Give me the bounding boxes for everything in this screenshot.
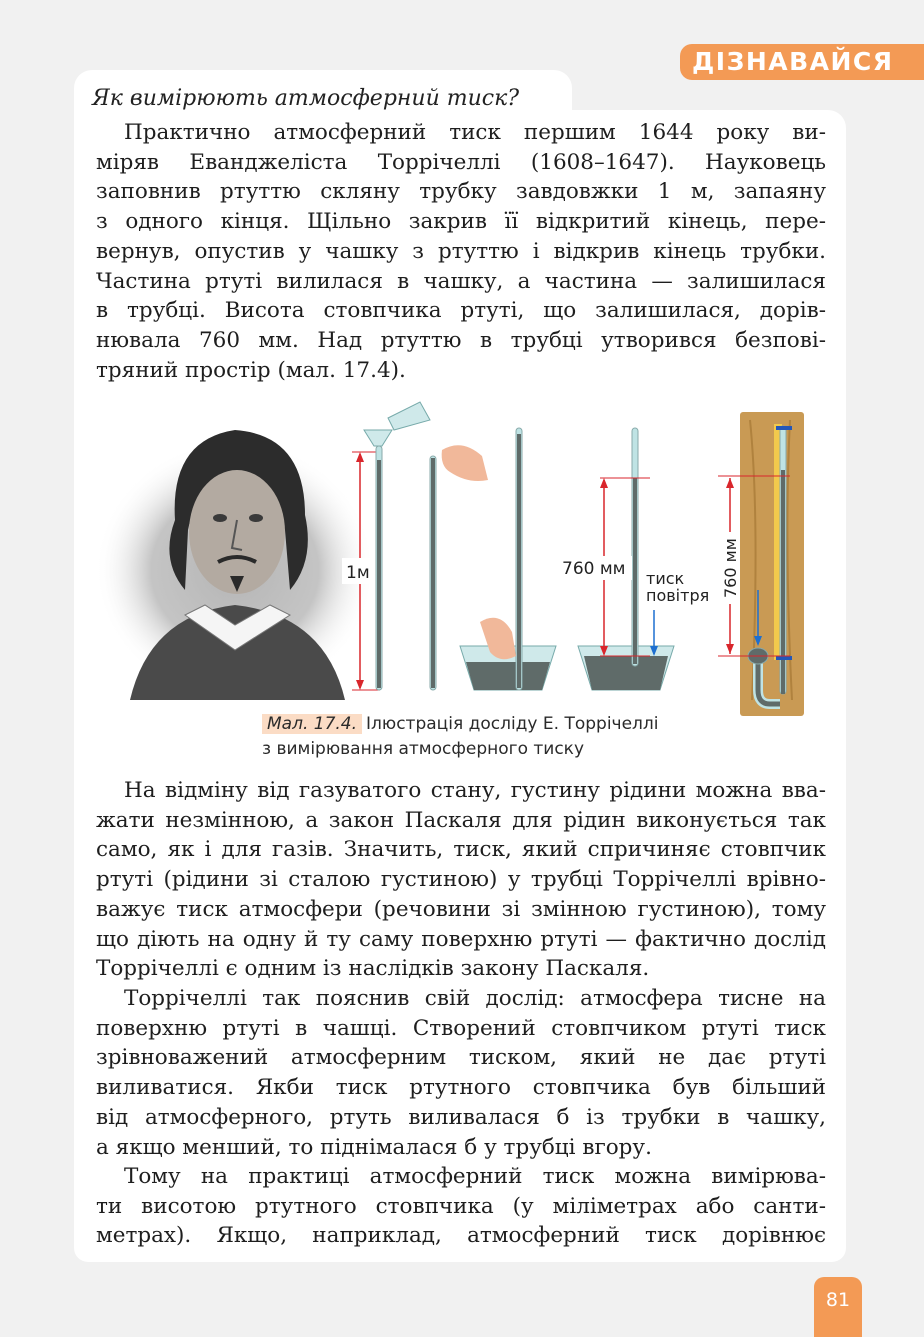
- text-line: На відміну від газуватого стану, густину рідини можна вва-: [124, 778, 826, 803]
- question-title: Як вимірюють атмосферний тиск?: [92, 86, 520, 111]
- text-line: а якщо менший, то піднімалася б у трубці вгору.: [96, 1134, 652, 1160]
- text-line: в трубці. Висота стовпчика ртуті, що залишилася, дорів-: [96, 298, 826, 324]
- text-line: Практично атмосферний тиск першим 1644 року ви-: [124, 120, 826, 145]
- text-line: ртуті (рідини зі сталою густиною) у трубці Торрічеллі врівно-: [96, 867, 826, 893]
- figure-caption: [262, 712, 742, 762]
- caption-label: Мал. 17.4.: [262, 714, 362, 734]
- text-line: тряний простір (мал. 17.4).: [96, 357, 406, 383]
- text-line: заповнив ртуттю скляну трубку завдовжки 1 м, запаяну: [96, 179, 826, 205]
- text-line: з одного кінця. Щільно закрив її відкритий кінець, пере-: [96, 209, 826, 235]
- text-line: від атмосферного, ртуть виливалася б із трубки в чашку,: [96, 1104, 826, 1130]
- label-air-pressure-1: тиск: [646, 569, 685, 588]
- caption-line-2: з вимірювання атмосферного тиску: [262, 739, 585, 759]
- portrait-torricelli: [95, 430, 375, 700]
- section-badge: ДІЗНАВАЙСЯ: [680, 44, 924, 80]
- label-760mm: 760 мм: [562, 559, 626, 579]
- paragraph-1: [96, 118, 826, 385]
- label-air-pressure-2: повітря: [646, 586, 710, 605]
- paragraph-4: [96, 1162, 826, 1251]
- text-line: Частина ртуті вилилася в чашку, а частина — залишилася: [96, 268, 826, 294]
- page-number: 81: [814, 1277, 862, 1337]
- text-line: що діють на одну й ту саму поверхню ртуті — фактично дослід: [96, 926, 826, 952]
- text-line: вернув, опустив у чашку з ртуттю і відкрив кінець трубки.: [96, 238, 826, 264]
- text-line: метрах). Якщо, наприклад, атмосферний тиск дорівнює: [96, 1223, 826, 1249]
- paragraph-3: [96, 984, 826, 1162]
- text-line: виливатися. Якби тиск ртутного стовпчика був більший: [96, 1075, 826, 1101]
- text-line: жати незмінною, а закон Паскаля для рідин виконується так: [96, 807, 826, 833]
- text-line: ти висотою ртутного стовпчика (у міліметрах або санти-: [96, 1193, 826, 1219]
- caption-line-1: Ілюстрація досліду Е. Торрічеллі: [366, 714, 659, 734]
- text-line: нювала 760 мм. Над ртуттю в трубці утворився безпові-: [96, 327, 826, 353]
- text-line: поверхню ртуті в чашці. Створений стовпчиком ртуті тиск: [96, 1015, 826, 1041]
- text-line: міряв Еванджеліста Торрічеллі (1608–1647). Науковець: [96, 149, 826, 175]
- text-line: Тому на практиці атмосферний тиск можна вимірюва-: [124, 1164, 826, 1189]
- paragraph-2: [96, 776, 826, 984]
- text-line: зрівноважений атмосферним тиском, який не дає ртуті: [96, 1045, 826, 1071]
- text-line: Торрічеллі так пояснив свій дослід: атмосфера тисне на: [124, 986, 826, 1011]
- torricelli-figure: [90, 400, 820, 730]
- text-line: важує тиск атмосфери (речовини зі змінною густиною), тому: [96, 896, 826, 922]
- label-1m: 1м: [346, 563, 370, 583]
- label-760mm-vertical: 760 мм: [721, 538, 740, 598]
- tube-filling: [364, 402, 430, 690]
- text-line: само, як і для газів. Значить, тиск, який спричиняє стовпчик: [96, 837, 826, 863]
- text-line: Торрічеллі є одним із наслідків закону Паскаля.: [96, 956, 650, 982]
